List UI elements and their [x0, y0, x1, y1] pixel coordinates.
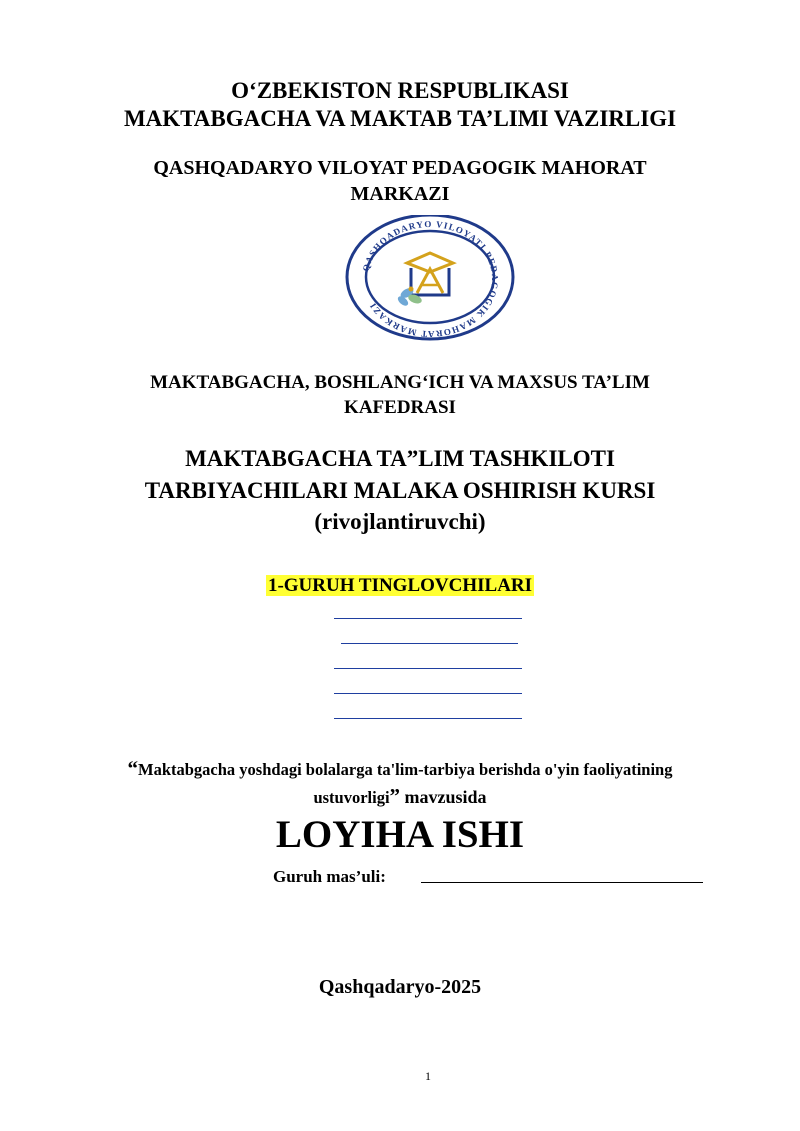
page-number: 1: [425, 1069, 431, 1083]
institution-logo: [345, 215, 515, 343]
group-leader-blank: [421, 882, 703, 883]
topic-suffix: mavzusida: [400, 787, 487, 807]
participant-blank-4: [334, 693, 522, 694]
participant-blank-5: [334, 718, 522, 719]
topic-close-quote: ”: [389, 784, 401, 808]
participant-blank-1: [334, 618, 522, 619]
course-title-line1: MAKTABGACHA TA”LIM TASHKILOTI: [185, 446, 615, 471]
department-line2: KAFEDRASI: [344, 397, 456, 418]
group-title: [0, 575, 800, 597]
participant-blank-2: [341, 643, 518, 644]
group-leader-label: Guruh mas’uli:: [273, 867, 386, 886]
project-title: LOYIHA ISHI: [275, 813, 525, 856]
topic-line1: [0, 756, 800, 781]
center-title-line2: MARKAZI: [350, 183, 450, 205]
group-title-text: 1-GURUH TINGLOVCHILARI: [267, 575, 533, 596]
logo-ring-text: QASHQADARYO VILOYATI PEDAGOGIK MAHORAT MARKAZI: [360, 218, 501, 340]
topic-open-quote: “: [127, 756, 138, 780]
ministry-title: MAKTABGACHA VA MAKTAB TA’LIMI VAZIRLIGI: [123, 106, 677, 131]
participant-blank-3: [334, 668, 522, 669]
department-line1: MAKTABGACHA, BOSHLANG‘ICH VA MAXSUS TA’LIM: [150, 372, 650, 393]
course-title-line2: TARBIYACHILARI MALAKA OSHIRISH KURSI: [144, 478, 656, 503]
place-and-year: Qashqadaryo-2025: [318, 976, 482, 998]
course-type: (rivojlantiruvchi): [314, 509, 486, 534]
topic-line2: [0, 784, 800, 809]
country-title: O‘ZBEKISTON RESPUBLIKASI: [231, 78, 569, 103]
topic-text-line1: Maktabgacha yoshdagi bolalarga ta'lim-tarbiya berishda o'yin faoliyatining: [138, 760, 673, 779]
topic-text-line2: ustuvorligi: [313, 788, 390, 807]
center-title-line1: QASHQADARYO VILOYAT PEDAGOGIK MAHORAT: [153, 157, 647, 179]
